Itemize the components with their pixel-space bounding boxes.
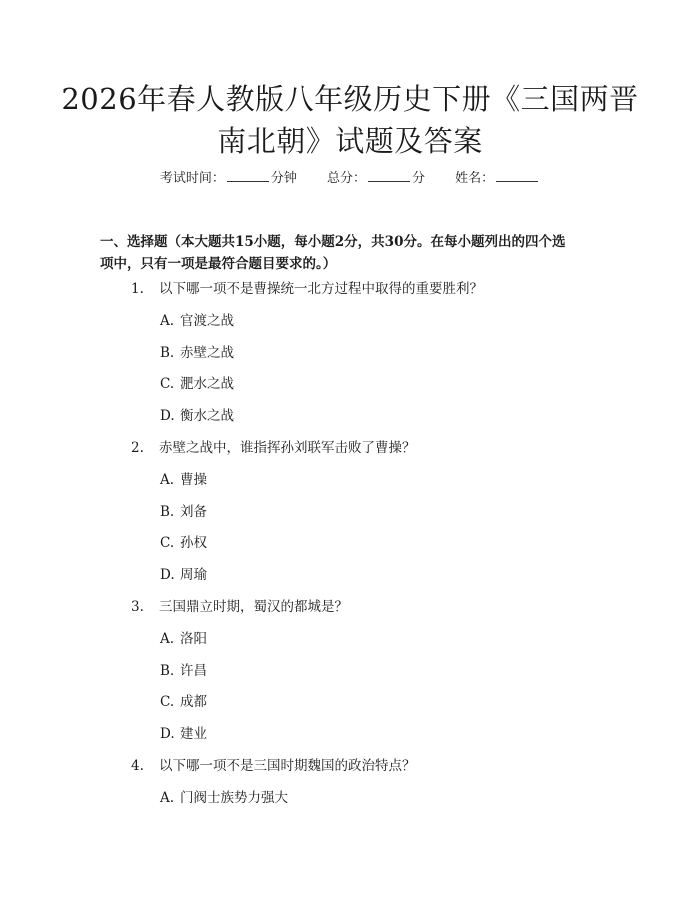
name-field (455, 171, 540, 186)
total-score-field (327, 171, 425, 186)
question-text: 赤壁之战中，谁指挥孙刘联军击败了曹操？ (159, 440, 416, 456)
option-text: 淝水之战 (180, 376, 234, 393)
question-1-option-d (160, 406, 234, 426)
question-3-option-d (160, 724, 207, 744)
option-letter: A. (160, 789, 175, 806)
question-1-option-c (160, 374, 234, 394)
question-2-option-d (160, 565, 207, 585)
question-3 (131, 597, 348, 617)
option-text: 洛阳 (180, 630, 207, 647)
option-text: 成都 (180, 694, 207, 711)
question-text: 以下哪一项不是曹操统一北方过程中取得的重要胜利？ (159, 281, 483, 297)
question-number: 2. (131, 440, 144, 456)
option-text: 刘备 (180, 503, 207, 520)
question-number: 4. (131, 758, 144, 774)
option-letter: D. (160, 408, 175, 425)
option-text: 许昌 (180, 662, 207, 679)
question-2 (131, 438, 416, 458)
option-letter: A. (160, 312, 175, 329)
question-1-option-b (160, 343, 234, 363)
option-letter: C. (160, 376, 175, 393)
question-text: 三国鼎立时期，蜀汉的都城是？ (159, 599, 348, 615)
option-text: 曹操 (180, 471, 207, 488)
option-text: 建业 (180, 726, 207, 743)
question-number: 3. (131, 599, 144, 615)
page-title (60, 78, 640, 162)
title-line-2: 南北朝》试题及答案 (217, 124, 483, 158)
total-score-unit: 分 (412, 171, 426, 186)
option-letter: B. (160, 662, 175, 679)
option-letter: A. (160, 471, 175, 488)
total-score-label: 总分： (326, 171, 366, 186)
exam-time-label: 考试时间： (159, 171, 225, 186)
question-number: 1. (131, 281, 144, 297)
section-heading (100, 231, 640, 275)
option-letter: C. (160, 694, 175, 711)
option-text: 衡水之战 (180, 408, 234, 425)
option-text: 周瑜 (180, 567, 207, 584)
name-label: 姓名： (455, 171, 495, 186)
option-text: 赤壁之战 (180, 344, 234, 361)
question-2-option-a (160, 470, 207, 490)
exam-info-bar (0, 168, 700, 188)
section-heading-line-2: 项中，只有一项是最符合题目要求的。） (100, 256, 337, 272)
question-4 (131, 756, 416, 776)
question-text: 以下哪一项不是三国时期魏国的政治特点？ (159, 758, 416, 774)
option-letter: D. (160, 726, 175, 743)
exam-time-field (160, 171, 297, 186)
option-letter: B. (160, 503, 175, 520)
option-text: 孙权 (180, 535, 207, 552)
option-text: 官渡之战 (180, 312, 234, 329)
question-3-option-a (160, 629, 207, 649)
question-3-option-b (160, 661, 207, 681)
question-3-option-c (160, 692, 207, 712)
option-letter: D. (160, 567, 175, 584)
exam-time-unit: 分钟 (270, 171, 297, 186)
name-blank (496, 168, 538, 182)
question-2-option-b (160, 502, 207, 522)
exam-time-blank (227, 168, 269, 182)
question-4-option-a (160, 788, 288, 808)
question-2-option-c (160, 533, 207, 553)
question-1 (131, 279, 483, 299)
option-letter: B. (160, 344, 175, 361)
total-score-blank (368, 168, 410, 182)
title-line-1: 2026年春人教版八年级历史下册《三国两晋 (61, 82, 639, 116)
option-letter: A. (160, 630, 175, 647)
section-heading-line-1: 一、选择题（本大题共15小题，每小题2分，共30分。在每小题列出的四个选 (100, 234, 566, 250)
option-text: 门阀士族势力强大 (180, 789, 288, 806)
option-letter: C. (160, 535, 175, 552)
question-1-option-a (160, 311, 234, 331)
